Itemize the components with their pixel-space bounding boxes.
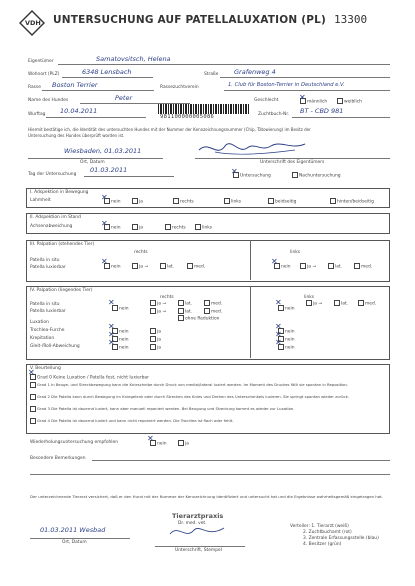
section-4-title: IV. Palpation (liegendes Tier) <box>30 288 93 293</box>
section-2-row-label: Achsenabweichung <box>30 224 73 229</box>
dog-name-value: Peter <box>115 94 133 102</box>
s3-side-links: links <box>290 250 301 255</box>
s1-opt-links[interactable]: links <box>224 198 241 205</box>
vet-signature <box>168 522 228 542</box>
club-label: Rassezuchtverein <box>160 85 199 90</box>
s2-opt-rechts[interactable]: rechts <box>165 224 186 231</box>
s4-l-nein[interactable]: nein <box>278 305 295 312</box>
barcode-number: 981100000005086 <box>160 114 215 120</box>
studbook-label: Zuchtbuch-Nr. <box>258 112 290 117</box>
s4-r-nein-mark: ✕ <box>108 298 115 307</box>
stamp-line2: Dr. med. vet. <box>178 521 207 526</box>
section-5-title: V. Beurteilung <box>30 366 61 371</box>
s3-r-lat[interactable]: lat. <box>160 263 174 270</box>
s1-opt-ja[interactable]: ja <box>132 198 143 205</box>
s4-l5-mark: ✕ <box>275 338 282 347</box>
birth-label: Wurftag <box>28 112 46 117</box>
s4-l3-nein[interactable]: nein <box>278 328 295 335</box>
s4-r-reduktion[interactable]: ohne Reduktion <box>178 315 219 322</box>
breed-label: Rasse <box>28 85 41 90</box>
logo-text: VDH <box>25 19 41 27</box>
s3-r-nein[interactable]: nein <box>104 263 121 270</box>
s4-r3-mark: ✕ <box>108 322 115 331</box>
s3-l-med[interactable]: med. <box>354 263 372 270</box>
signature-label: Unterschrift des Eigentümers <box>260 160 325 165</box>
section-3-title: III. Palpation (stehendes Tier) <box>30 242 95 247</box>
grade0-mark: ✕ <box>28 368 35 377</box>
section-1-title: I. Adspektion in Bewegung <box>30 190 89 195</box>
exam-type-untersuchung[interactable]: Untersuchung <box>233 172 271 179</box>
s4-r-ja[interactable]: ja → <box>150 300 166 307</box>
declaration-line1: Hiermit bestätige ich, die Identität des untersuchten Hundes mit der Nummer der Kennzeichnungsnummer (Chip, Tätowierung) im Besitz der <box>28 127 311 132</box>
s4-l4-nein[interactable]: nein <box>278 336 295 343</box>
stamp-line1: Tierarztpraxis <box>172 512 224 520</box>
s4-r-lat[interactable]: lat. <box>178 300 192 307</box>
sex-option-female[interactable]: weiblich <box>337 98 362 105</box>
s3-side-rechts: rechts <box>134 250 148 255</box>
grade-1[interactable]: Grad 1 In Beuge- und Streckbewegung kann die Kniescheibe durch Druck von medial/lateral luxiert werden. Im Moment des Druckes fällt sie spontan in Reposition. <box>30 382 348 388</box>
copies-title: Verteiler: 1. Tierarzt (weiß) <box>290 524 349 529</box>
exam-date-label: Tag der Untersuchung <box>28 172 77 177</box>
s3-r-nein-mark: ✕ <box>101 257 108 266</box>
owner-name-value: Samatovsitsch, Helena <box>96 55 171 63</box>
s3-l-lat[interactable]: lat. <box>328 263 342 270</box>
s4-r4-nein[interactable]: nein <box>112 336 129 343</box>
place-date-value: Wiesbaden, 01.03.2011 <box>64 147 142 155</box>
form-title: UNTERSUCHUNG AUF PATELLALUXATION (PL) <box>53 14 327 26</box>
place-date-label: Ort, Datum <box>80 160 105 165</box>
s4-row-3: Trochlea-Furche <box>30 328 65 333</box>
s3-row-insitu: Patella in situ <box>30 258 60 263</box>
declaration-line2: Untersuchung des Hundes überprüft worden ist. <box>28 133 125 138</box>
s4-r-lat2[interactable]: lat. <box>178 308 192 315</box>
form-number: 13300 <box>334 13 368 26</box>
s1-opt-beidseitig[interactable]: beidseitig <box>268 198 296 205</box>
footer-date-label: Ort, Datum <box>62 540 87 545</box>
sex-option-male[interactable]: männlich <box>300 98 327 105</box>
s4-r-nein[interactable]: nein <box>112 305 129 312</box>
grade-4[interactable]: Grad 4 Die Patella ist dauernd luxiert und kann nicht reponiert werden. Die Trochlea ist flach oder fehlt. <box>30 418 234 424</box>
repeat-nein-mark: ✕ <box>147 434 154 443</box>
section-1-row-label: Lahmheit <box>30 198 51 203</box>
s3-r-ja[interactable]: ja → <box>132 263 148 270</box>
s3-l-nein-mark: ✕ <box>271 257 278 266</box>
s3-row-luxierbar: Patella luxierbar <box>30 265 66 270</box>
s2-opt-ja[interactable]: ja <box>132 224 143 231</box>
s1-nein-mark: ✕ <box>101 193 108 202</box>
exam-date-value: 01.03.2011 <box>90 166 128 174</box>
owner-name-label: Eigentümer <box>28 59 54 64</box>
grade-3[interactable]: Grad 3 Die Patella ist dauernd luxiert, kann aber manuell reponiert werden. Bei Beugung und Streckung kommt es wieder zur Luxation. <box>30 406 295 412</box>
s4-r3-ja[interactable]: ja <box>150 328 161 335</box>
barcode <box>158 104 250 114</box>
exam-type-nachuntersuchung[interactable]: Nachuntersuchung <box>292 172 341 179</box>
repeat-ja[interactable]: ja <box>178 440 189 447</box>
s4-l-ja[interactable]: ja → <box>306 300 322 307</box>
section-4 <box>26 286 390 360</box>
stamp-label: Unterschrift, Stempel <box>175 548 222 553</box>
s4-row-5: Gleit-/Roll-Abweichung <box>30 344 80 349</box>
s4-r5-nein[interactable]: nein <box>112 344 129 351</box>
s2-opt-links[interactable]: links <box>195 224 212 231</box>
club-value: 1. Club für Boston-Terrier in Deutschland e.V. <box>228 82 345 88</box>
sex-label: Geschlecht <box>254 98 279 103</box>
owner-signature <box>195 136 315 160</box>
s4-r-ja2[interactable]: ja → <box>150 308 166 315</box>
s1-opt-rechts[interactable]: rechts <box>173 198 194 205</box>
s4-l3-mark: ✕ <box>275 322 282 331</box>
s4-l-lat[interactable]: lat. <box>334 300 348 307</box>
footer-date-value: 01.03.2011 Wesbad <box>40 526 106 534</box>
section-2-title: II. Adspektion im Stand <box>30 215 81 220</box>
s4-r5-ja[interactable]: ja <box>150 344 161 351</box>
repeat-nein[interactable]: nein <box>150 440 167 447</box>
s4-l-med[interactable]: med. <box>358 300 376 307</box>
s4-r-med[interactable]: med. <box>204 300 222 307</box>
s4-r4-ja[interactable]: ja <box>150 336 161 343</box>
s3-l-ja[interactable]: ja → <box>300 263 316 270</box>
grade-2[interactable]: Grad 2 Die Patella kann durch Bewegung im Kniegelenk oder durch Strecken des Knies und Drehen des Unterschenkels luxieren. Sie springt spontan wieder zurück. <box>30 394 349 400</box>
copy-4: 4. Besitzer (grün) <box>303 542 342 547</box>
grade-0[interactable]: Grad 0 Keine Luxation / Patella fest, nicht luxierbar <box>30 374 149 381</box>
repeat-label: Wiederholungsuntersuchung empfohlen <box>30 440 119 445</box>
s3-r-med[interactable]: med. <box>187 263 205 270</box>
vet-confirm-text: Der unterzeichnende Tierarzt versichert, daß er den Hund mit der Nummer der Kennzeichnung identifiziert und untersucht hat und die Ergebnisse wahrheitsgemäß eingetragen hat. <box>30 494 383 499</box>
copy-3: 3. Zentrale Erfassungsstelle (blau) <box>303 536 379 541</box>
s4-r3-nein[interactable]: nein <box>112 328 129 335</box>
dog-name-label: Name des Hundes <box>28 98 69 103</box>
s1-opt-hinten[interactable]: hinten/beidseitig <box>330 198 374 205</box>
studbook-value: BT - CBD 981 <box>300 107 344 115</box>
s4-side-links: links <box>304 295 315 300</box>
owner-city-label: Wohnort (PLZ) <box>28 72 60 77</box>
sex-male-mark: ✕ <box>299 93 306 102</box>
s4-l-nein-mark: ✕ <box>275 298 282 307</box>
s4-l5-nein[interactable]: nein <box>278 344 295 351</box>
s2-opt-nein[interactable]: nein <box>104 224 121 231</box>
s4-row-1: Patella luxierbar <box>30 309 66 314</box>
exam-type-mark: ✕ <box>231 167 238 176</box>
s4-r5-mark: ✕ <box>108 338 115 347</box>
s3-l-nein[interactable]: nein <box>274 263 291 270</box>
birth-value: 10.04.2011 <box>60 107 98 115</box>
s4-row-0: Patella in situ <box>30 302 60 307</box>
s1-opt-nein[interactable]: nein <box>104 198 121 205</box>
vet-stamp <box>160 510 240 546</box>
s4-row-4: Krepitation <box>30 336 55 341</box>
owner-street-label: Straße <box>204 72 219 77</box>
s4-row-2: Luxation <box>30 320 49 325</box>
s4-l4-mark: ✕ <box>275 330 282 339</box>
s4-r-med2[interactable]: med. <box>204 308 222 315</box>
s4-r4-mark: ✕ <box>108 330 115 339</box>
s4-side-rechts: rechts <box>160 295 174 300</box>
remarks-label: Besondere Bemerkungen <box>30 456 86 461</box>
breed-value: Boston Terrier <box>52 81 98 89</box>
vdh-logo <box>19 10 45 36</box>
owner-street-value: Grafenweg 4 <box>234 68 276 76</box>
s2-nein-mark: ✕ <box>101 219 108 228</box>
copy-2: 2. Zuchtbuchamt (rot) <box>303 530 352 535</box>
owner-city-value: 6348 Lensbach <box>82 68 132 76</box>
